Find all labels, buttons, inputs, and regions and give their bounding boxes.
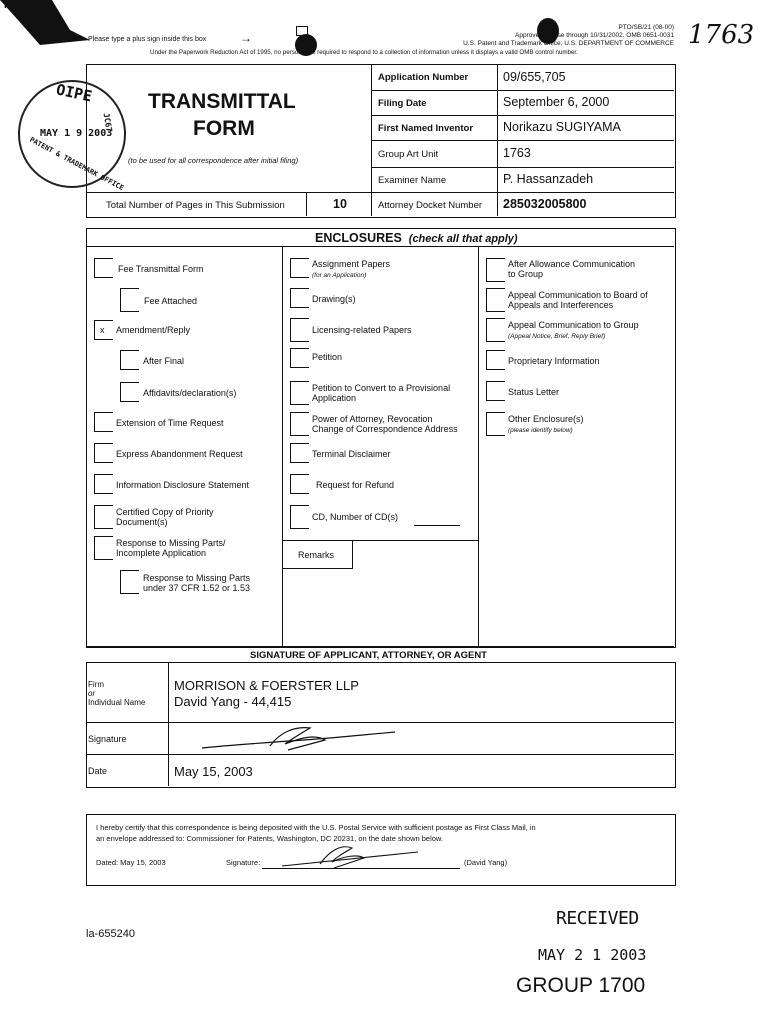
examiner-name-label: Examiner Name <box>378 175 447 186</box>
drawings-checkbox[interactable] <box>290 288 309 308</box>
fee-attached-checkbox[interactable] <box>120 288 139 312</box>
remarks-label: Remarks <box>298 550 335 560</box>
drawings-label: Drawing(s) <box>312 294 356 304</box>
petition-convert-label: Petition to Convert to a Provisional Application <box>312 383 451 403</box>
petition-checkbox[interactable] <box>290 348 309 368</box>
missing-parts-cfr-checkbox[interactable] <box>120 570 139 594</box>
individual-name: David Yang - 44,415 <box>174 694 292 709</box>
missing-parts-cfr-label: Response to Missing Parts under 37 CFR 1.52 or 1.53 <box>143 573 251 593</box>
after-allowance-checkbox[interactable] <box>486 258 505 282</box>
certified-copy-checkbox[interactable] <box>94 505 113 529</box>
filing-date-label: Filing Date <box>378 98 427 109</box>
assignment-checkbox[interactable] <box>290 258 309 278</box>
docket-number-label: Attorney Docket Number <box>378 200 483 211</box>
enclosures-heading: ENCLOSURES (check all that apply) <box>315 231 518 245</box>
approval-note: Approved for use through 10/31/2002. OMB 0651-0031 <box>515 32 674 39</box>
handwritten-art-unit: 1763 <box>688 20 755 50</box>
total-pages-value: 10 <box>333 197 347 211</box>
licensing-checkbox[interactable] <box>290 318 309 342</box>
filing-date-value: September 6, 2000 <box>503 95 610 109</box>
cd-label: CD, Number of CD(s) <box>312 512 399 522</box>
group-art-unit-label: Group Art Unit <box>378 149 439 160</box>
group-stamp: GROUP 1700 <box>516 974 646 997</box>
cd-checkbox[interactable] <box>290 505 309 529</box>
date-value: May 15, 2003 <box>174 764 253 779</box>
received-date-stamp: MAY 2 1 2003 <box>538 946 647 964</box>
petition-convert-checkbox[interactable] <box>290 381 309 405</box>
appeal-board-checkbox[interactable] <box>486 288 505 312</box>
other-enclosure-label: Other Enclosure(s) (please identify below) <box>508 414 584 434</box>
handwritten-signature <box>200 722 400 756</box>
oipe-stamp-bottom: PATENT & TRADEMARK OFFICE <box>28 135 126 193</box>
certified-copy-label: Certified Copy of Priority Document(s) <box>116 507 214 527</box>
group-art-unit-value: 1763 <box>503 146 531 160</box>
first-inventor-label: First Named Inventor <box>378 123 474 134</box>
fee-transmittal-label: Fee Transmittal Form <box>118 264 204 274</box>
other-enclosure-checkbox[interactable] <box>486 412 505 436</box>
amendment-label: Amendment/Reply <box>116 325 191 335</box>
after-final-checkbox[interactable] <box>120 350 139 370</box>
proprietary-checkbox[interactable] <box>486 350 505 370</box>
status-letter-label: Status Letter <box>508 387 560 397</box>
power-of-attorney-label: Power of Attorney, Revocation Change of Correspondence Address <box>312 414 458 434</box>
examiner-name-value: P. Hassanzadeh <box>503 172 594 186</box>
certificate-signer: (David Yang) <box>464 858 508 867</box>
after-allowance-label: After Allowance Communication to Group <box>508 259 636 279</box>
oipe-stamp-top: OIPE <box>54 80 94 106</box>
missing-parts-label: Response to Missing Parts/ Incomplete Application <box>116 538 226 558</box>
extension-checkbox[interactable] <box>94 412 113 432</box>
docket-number-value: 285032005800 <box>503 197 587 211</box>
application-info-box <box>86 64 676 218</box>
express-abandonment-label: Express Abandonment Request <box>116 449 243 459</box>
application-number-label: Application Number <box>378 72 469 83</box>
firm-name: MORRISON & FOERSTER LLP <box>174 678 359 693</box>
total-pages-label: Total Number of Pages in This Submission <box>106 200 285 211</box>
proprietary-label: Proprietary Information <box>508 356 600 366</box>
plus-sign-note: Please type a plus sign inside this box <box>88 36 207 43</box>
affidavits-label: Affidavits/declaration(s) <box>143 388 237 398</box>
ids-label: Information Disclosure Statement <box>116 480 250 490</box>
certificate-dated: Dated: May 15, 2003 <box>96 858 166 867</box>
certificate-text: I hereby certify that this correspondence is being deposited with the U.S. Postal Service with sufficient postage as First Class Mail, in an envelope addressed to: Commissioner for Patents, Washington, DC 20231, on the date shown below. <box>96 823 536 843</box>
amendment-check-mark: x <box>100 325 105 335</box>
appeal-board-label: Appeal Communication to Board of Appeals and Interferences <box>508 290 648 310</box>
power-of-attorney-checkbox[interactable] <box>290 412 309 436</box>
form-title: TRANSMITTAL <box>148 90 296 113</box>
missing-parts-checkbox[interactable] <box>94 536 113 560</box>
ids-checkbox[interactable] <box>94 474 113 494</box>
fee-transmittal-checkbox[interactable] <box>94 258 113 278</box>
fee-attached-label: Fee Attached <box>144 296 198 306</box>
status-letter-checkbox[interactable] <box>486 381 505 401</box>
signature-heading: SIGNATURE OF APPLICANT, ATTORNEY, OR AGENT <box>250 650 487 661</box>
express-abandonment-checkbox[interactable] <box>94 443 113 463</box>
refund-checkbox[interactable] <box>290 474 309 494</box>
after-final-label: After Final <box>143 356 185 366</box>
signature-label: Signature <box>88 734 127 744</box>
licensing-label: Licensing-related Papers <box>312 325 412 335</box>
appeal-group-checkbox[interactable] <box>486 318 505 342</box>
petition-label: Petition <box>312 352 343 362</box>
terminal-disclaimer-label: Terminal Disclaimer <box>312 449 391 459</box>
form-title-line2: FORM <box>193 117 255 140</box>
first-inventor-value: Norikazu SUGIYAMA <box>503 120 621 134</box>
affidavits-checkbox[interactable] <box>120 382 139 402</box>
office-note: U.S. Patent and Trademark Office: U.S. DEPARTMENT OF COMMERCE <box>463 40 674 47</box>
oipe-stamp-date: MAY 1 9 2003 <box>40 128 113 139</box>
paperwork-note: Under the Paperwork Reduction Act of 1995, no persons are required to respond to a collection of information unless it displays a valid OMB control number. <box>150 49 578 56</box>
form-subtitle: (to be used for all correspondence after initial filing) <box>128 156 299 165</box>
arrow-icon: → <box>240 31 252 45</box>
cd-count-field[interactable] <box>414 525 460 526</box>
firm-label: Firm or Individual Name <box>88 680 146 707</box>
oipe-stamp-side: JC67 <box>101 112 114 133</box>
document-reference: la-655240 <box>86 928 135 940</box>
received-stamp: RECEIVED <box>556 908 639 929</box>
application-number-value: 09/655,705 <box>503 70 566 84</box>
date-label: Date <box>88 766 108 776</box>
form-id: PTO/SB/21 (08-00) <box>618 24 674 31</box>
assignment-label: Assignment Papers (for an Application) <box>312 259 391 279</box>
scan-corner-mark <box>0 0 95 48</box>
terminal-disclaimer-checkbox[interactable] <box>290 443 309 463</box>
appeal-group-label: Appeal Communication to Group (Appeal Notice, Brief, Reply Brief) <box>508 320 639 340</box>
certificate-signature <box>280 842 420 872</box>
extension-label: Extension of Time Request <box>116 418 224 428</box>
certificate-signature-label: Signature: <box>226 858 261 867</box>
refund-label: Request for Refund <box>316 480 395 490</box>
